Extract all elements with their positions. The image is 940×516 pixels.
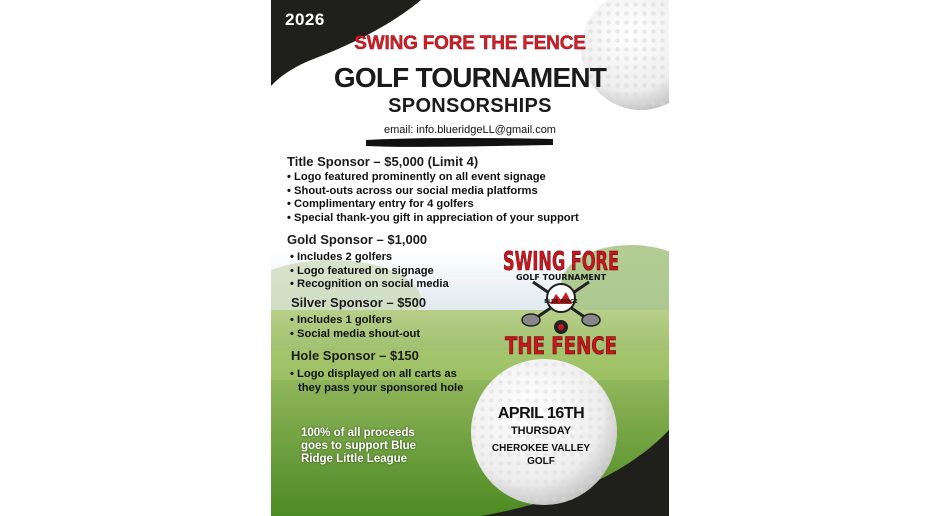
benefit-item: • Shout-outs across our social media platforms xyxy=(287,185,579,199)
benefit-item: • Complimentary entry for 4 golfers xyxy=(287,198,579,212)
event-venue-line2: GOLF xyxy=(527,456,555,467)
event-date: APRIL 16TH xyxy=(497,405,585,422)
benefit-item: • Logo displayed on all carts as xyxy=(290,368,463,382)
event-name: SWING FORE THE FENCE xyxy=(354,33,586,54)
event-venue-line1: CHEROKEE VALLEY xyxy=(491,443,591,454)
tier-title-hole-sponsor: Hole Sponsor – $150 xyxy=(291,348,419,363)
contact-email: email: info.blueridgeLL@gmail.com xyxy=(384,124,556,136)
proceeds-line: goes to support Blue xyxy=(301,440,416,452)
benefit-item: • Recognition on social media xyxy=(290,278,449,292)
logo-top-text: SWING FORE xyxy=(503,247,619,277)
benefit-item: • Social media shout-out xyxy=(290,328,420,342)
event-year: 2026 xyxy=(285,10,325,29)
benefit-item: • Includes 2 golfers xyxy=(290,251,449,265)
page-title: GOLF TOURNAMENT xyxy=(333,62,607,93)
sponsorship-flyer xyxy=(271,0,669,516)
title-sponsor-benefits xyxy=(287,171,579,225)
benefit-item: • Logo featured on signage xyxy=(290,265,449,279)
benefit-item: they pass your sponsored hole xyxy=(298,381,464,394)
silver-sponsor-benefits xyxy=(290,314,420,341)
proceeds-line: 100% of all proceeds xyxy=(301,427,415,439)
hole-sponsor-benefits xyxy=(290,368,463,395)
gold-sponsor-benefits xyxy=(290,251,449,292)
benefit-item: • Includes 1 golfers xyxy=(290,314,420,328)
logo-bottom-text: THE FENCE xyxy=(505,332,617,360)
proceeds-line: Ridge Little League xyxy=(301,453,408,465)
logo-badge-text: BLUE RIDGE xyxy=(544,299,578,305)
event-weekday: THURSDAY xyxy=(510,425,572,437)
event-logo xyxy=(496,236,626,366)
tier-title-silver-sponsor: Silver Sponsor – $500 xyxy=(291,295,427,310)
benefit-item: • Special thank-you gift in appreciation of your support xyxy=(287,212,579,226)
proceeds-note xyxy=(301,427,451,466)
page-subtitle: SPONSORSHIPS xyxy=(388,95,552,117)
logo-middle-text: GOLF TOURNAMENT xyxy=(515,273,607,282)
benefit-item: • Logo featured prominently on all event signage xyxy=(287,171,579,185)
tier-title-gold-sponsor: Gold Sponsor – $1,000 xyxy=(287,232,428,247)
tier-title-title-sponsor: Title Sponsor – $5,000 (Limit 4) xyxy=(287,154,479,169)
